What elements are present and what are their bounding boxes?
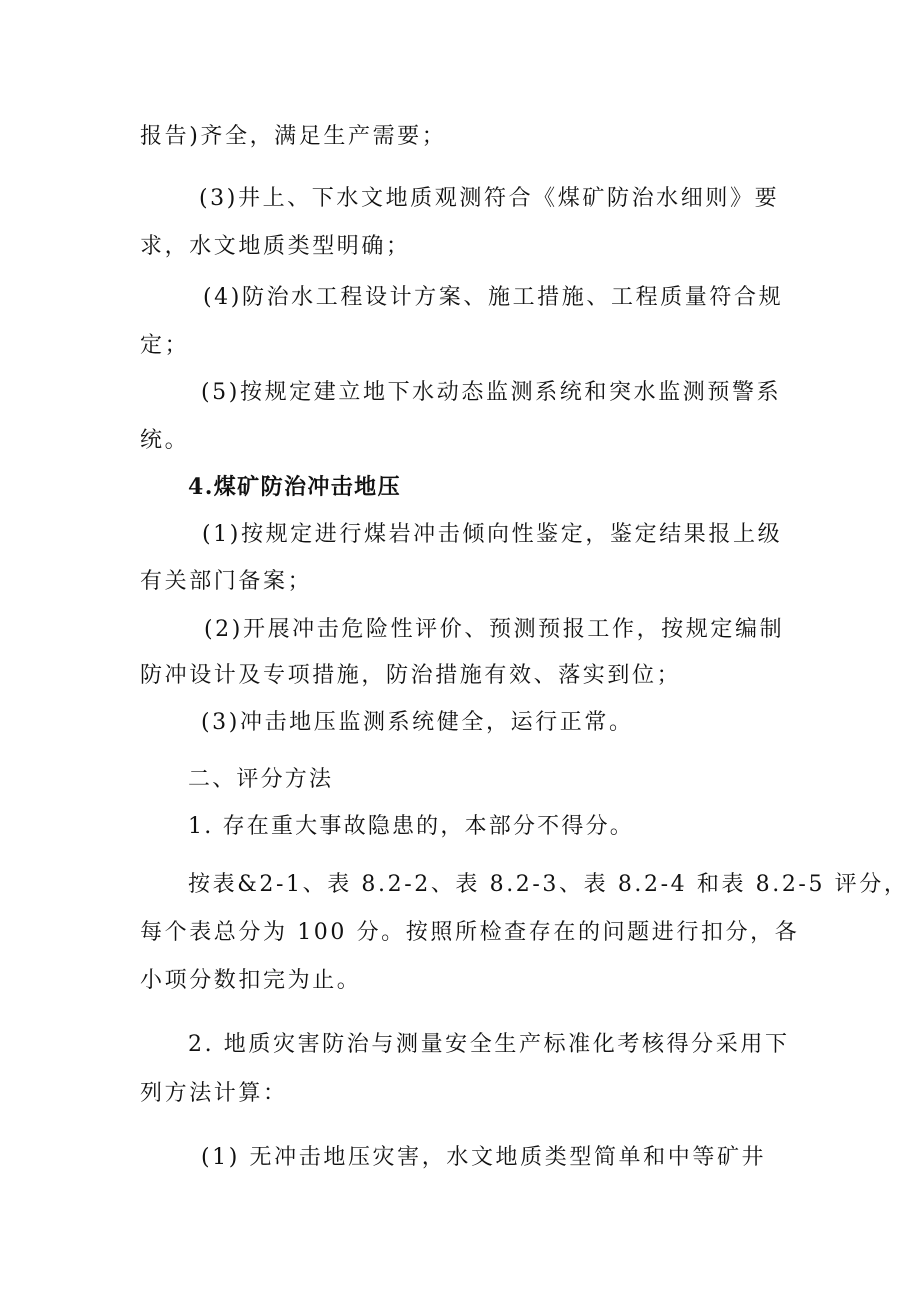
text-line-report-complete: 报告)齐全，满足生产需要；: [140, 124, 447, 149]
text-line-calculation-method-end: 列方法计算：: [140, 1081, 288, 1106]
text-line-score-deduction-end: 小项分数扣完为止。: [140, 968, 362, 993]
text-line-engineering-end: 定；: [140, 333, 190, 358]
text-line-rockburst-item-2-end: 防冲设计及专项措施，防治措施有效、落实到位；: [140, 663, 682, 688]
text-line-score-tables: 按表&2-1、表 8.2-2、表 8.2-3、表 8.2-4 和表 8.2-5 评分，: [188, 872, 909, 897]
text-line-item-3-hydrology: (3)井上、下水文地质观测符合《煤矿防治水细则》要: [199, 186, 780, 211]
text-line-rockburst-item-2: (2)开展冲击危险性评价、预测预报工作，按规定编制: [204, 617, 785, 642]
text-line-item-5-monitoring: (5)按规定建立地下水动态监测系统和突水监测预警系: [201, 380, 782, 405]
text-line-rockburst-item-3: (3)冲击地压监测系统健全，运行正常。: [201, 710, 634, 735]
section-heading-scoring-method: 二、评分方法: [188, 767, 334, 792]
text-line-score-total: 每个表总分为 100 分。按照所检查存在的问题进行扣分，各: [140, 920, 800, 945]
text-line-monitoring-end: 统。: [140, 428, 190, 453]
text-line-calculation-method: 2. 地质灾害防治与测量安全生产标准化考核得分采用下: [188, 1032, 790, 1057]
text-line-hydrology-type: 求，水文地质类型明确；: [140, 234, 411, 259]
text-line-calculation-item-1: (1) 无冲击地压灾害，水文地质类型简单和中等矿井: [201, 1145, 767, 1170]
text-line-major-hazard-rule: 1. 存在重大事故隐患的，本部分不得分。: [188, 814, 634, 839]
text-line-rockburst-item-1-end: 有关部门备案；: [140, 569, 313, 594]
section-heading-rock-burst: 4.煤矿防治冲击地压: [188, 474, 401, 500]
text-line-rockburst-item-1: (1)按规定进行煤岩冲击倾向性鉴定，鉴定结果报上级: [202, 522, 783, 547]
text-line-item-4-engineering: (4)防治水工程设计方案、施工措施、工程质量符合规: [203, 285, 784, 310]
